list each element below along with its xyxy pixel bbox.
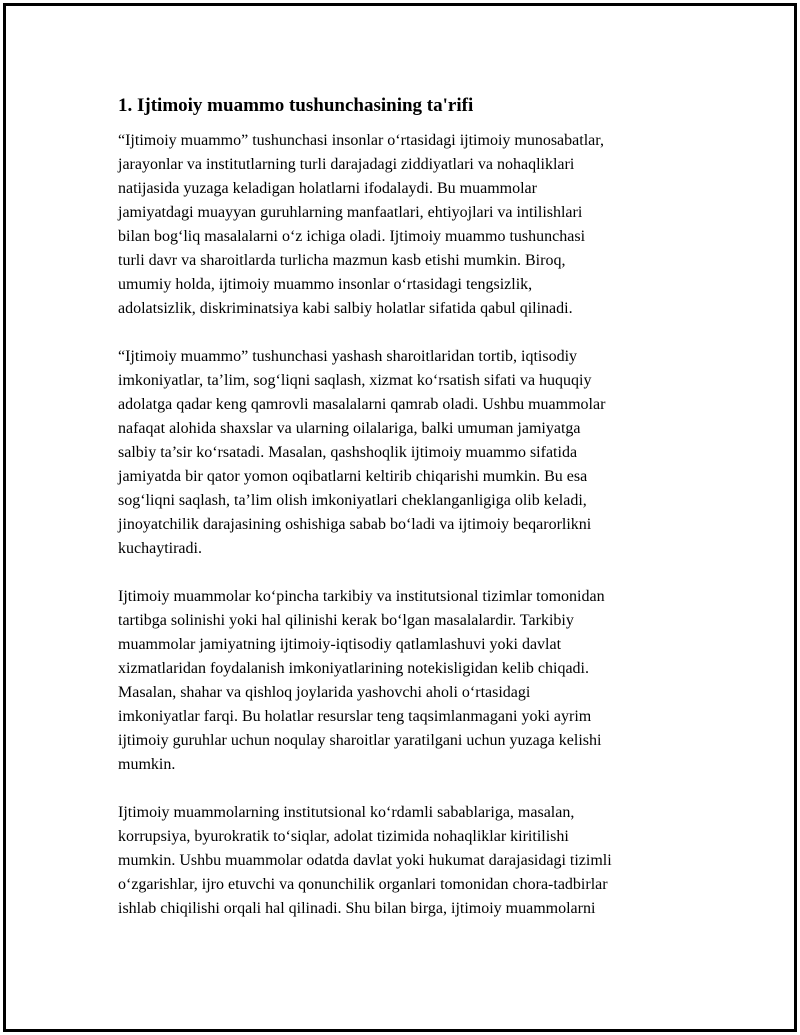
text-line: natijasida yuzaga keladigan holatlarni ifodalaydi. Bu muammolar — [118, 180, 537, 197]
text-line: ishlab chiqilishi orqali hal qilinadi. Shu bilan birga, ijtimoiy muammolarni — [118, 900, 596, 917]
section-heading: 1. Ijtimoiy muammo tushunchasining ta'rifi — [118, 95, 474, 116]
text-line: jarayonlar va institutlarning turli darajadagi ziddiyatlari va nohaqliklari — [118, 156, 575, 173]
text-line: mumkin. — [118, 756, 176, 773]
paragraphs — [118, 129, 688, 921]
text-line: kuchaytiradi. — [118, 540, 202, 557]
text-line: muammolar jamiyatning ijtimoiy-iqtisodiy qatlamlashuvi yoki davlat — [118, 636, 562, 653]
text-line: sog‘liqni saqlash, ta’lim olish imkoniyatlari cheklanganligiga olib keladi, — [118, 492, 587, 509]
text-line: umumiy holda, ijtimoiy muammo insonlar o‘rtasidagi tengsizlik, — [118, 276, 533, 293]
text-line: korrupsiya, byurokratik to‘siqlar, adolat tizimida nohaqliklar kiritilishi — [118, 828, 569, 845]
text-line: o‘zgarishlar, ijro etuvchi va qonunchilik organlari tomonidan chora-tadbirlar — [118, 876, 608, 893]
text-line: tartibga solinishi yoki hal qilinishi kerak bo‘lgan masalalardir. Tarkibiy — [118, 612, 574, 629]
text-line: xizmatlaridan foydalanish imkoniyatlarining notekisligidan kelib chiqadi. — [118, 660, 589, 677]
text-line: “Ijtimoiy muammo” tushunchasi yashash sharoitlaridan tortib, iqtisodiy — [118, 348, 578, 365]
text-line: imkoniyatlar farqi. Bu holatlar resurslar teng taqsimlanmagani yoki ayrim — [118, 708, 592, 725]
text-line: bilan bog‘liq masalalarni o‘z ichiga oladi. Ijtimoiy muammo tushunchasi — [118, 228, 586, 245]
paragraph-3 — [118, 585, 688, 777]
paragraph-4 — [118, 801, 688, 921]
document-content — [118, 94, 688, 945]
text-line: Ijtimoiy muammolarning institutsional ko‘rdamli sabablariga, masalan, — [118, 804, 575, 821]
text-line: jamiyatdagi muayyan guruhlarning manfaatlari, ehtiyojlari va intilishlari — [118, 204, 583, 221]
paragraph-1 — [118, 129, 688, 321]
text-line: mumkin. Ushbu muammolar odatda davlat yoki hukumat darajasidagi tizimli — [118, 852, 612, 869]
text-line: jinoyatchilik darajasining oshishiga sabab bo‘ladi va ijtimoiy beqarorlikni — [118, 516, 592, 533]
text-line: ijtimoiy guruhlar uchun noqulay sharoitlar yaratilgani uchun yuzaga kelishi — [118, 732, 602, 749]
text-line: adolatsizlik, diskriminatsiya kabi salbiy holatlar sifatida qabul qilinadi. — [118, 300, 573, 317]
text-line: salbiy ta’sir ko‘rsatadi. Masalan, qashshoqlik ijtimoiy muammo sifatida — [118, 444, 578, 461]
text-line: nafaqat alohida shaxslar va ularning oilalariga, balki umuman jamiyatga — [118, 420, 581, 437]
text-line: Masalan, shahar va qishloq joylarida yashovchi aholi o‘rtasidagi — [118, 684, 531, 701]
text-line: “Ijtimoiy muammo” tushunchasi insonlar o‘rtasidagi ijtimoiy munosabatlar, — [118, 132, 604, 149]
text-line: adolatga qadar keng qamrovli masalalarni qamrab oladi. Ushbu muammolar — [118, 396, 606, 413]
text-line: turli davr va sharoitlarda turlicha mazmun kasb etishi mumkin. Biroq, — [118, 252, 566, 269]
text-line: Ijtimoiy muammolar ko‘pincha tarkibiy va institutsional tizimlar tomonidan — [118, 588, 605, 605]
text-line: jamiyatda bir qator yomon oqibatlarni keltirib chiqarishi mumkin. Bu esa — [118, 468, 588, 485]
paragraph-2 — [118, 345, 688, 561]
text-line: imkoniyatlar, ta’lim, sog‘liqni saqlash, xizmat ko‘rsatish sifati va huquqiy — [118, 372, 592, 389]
